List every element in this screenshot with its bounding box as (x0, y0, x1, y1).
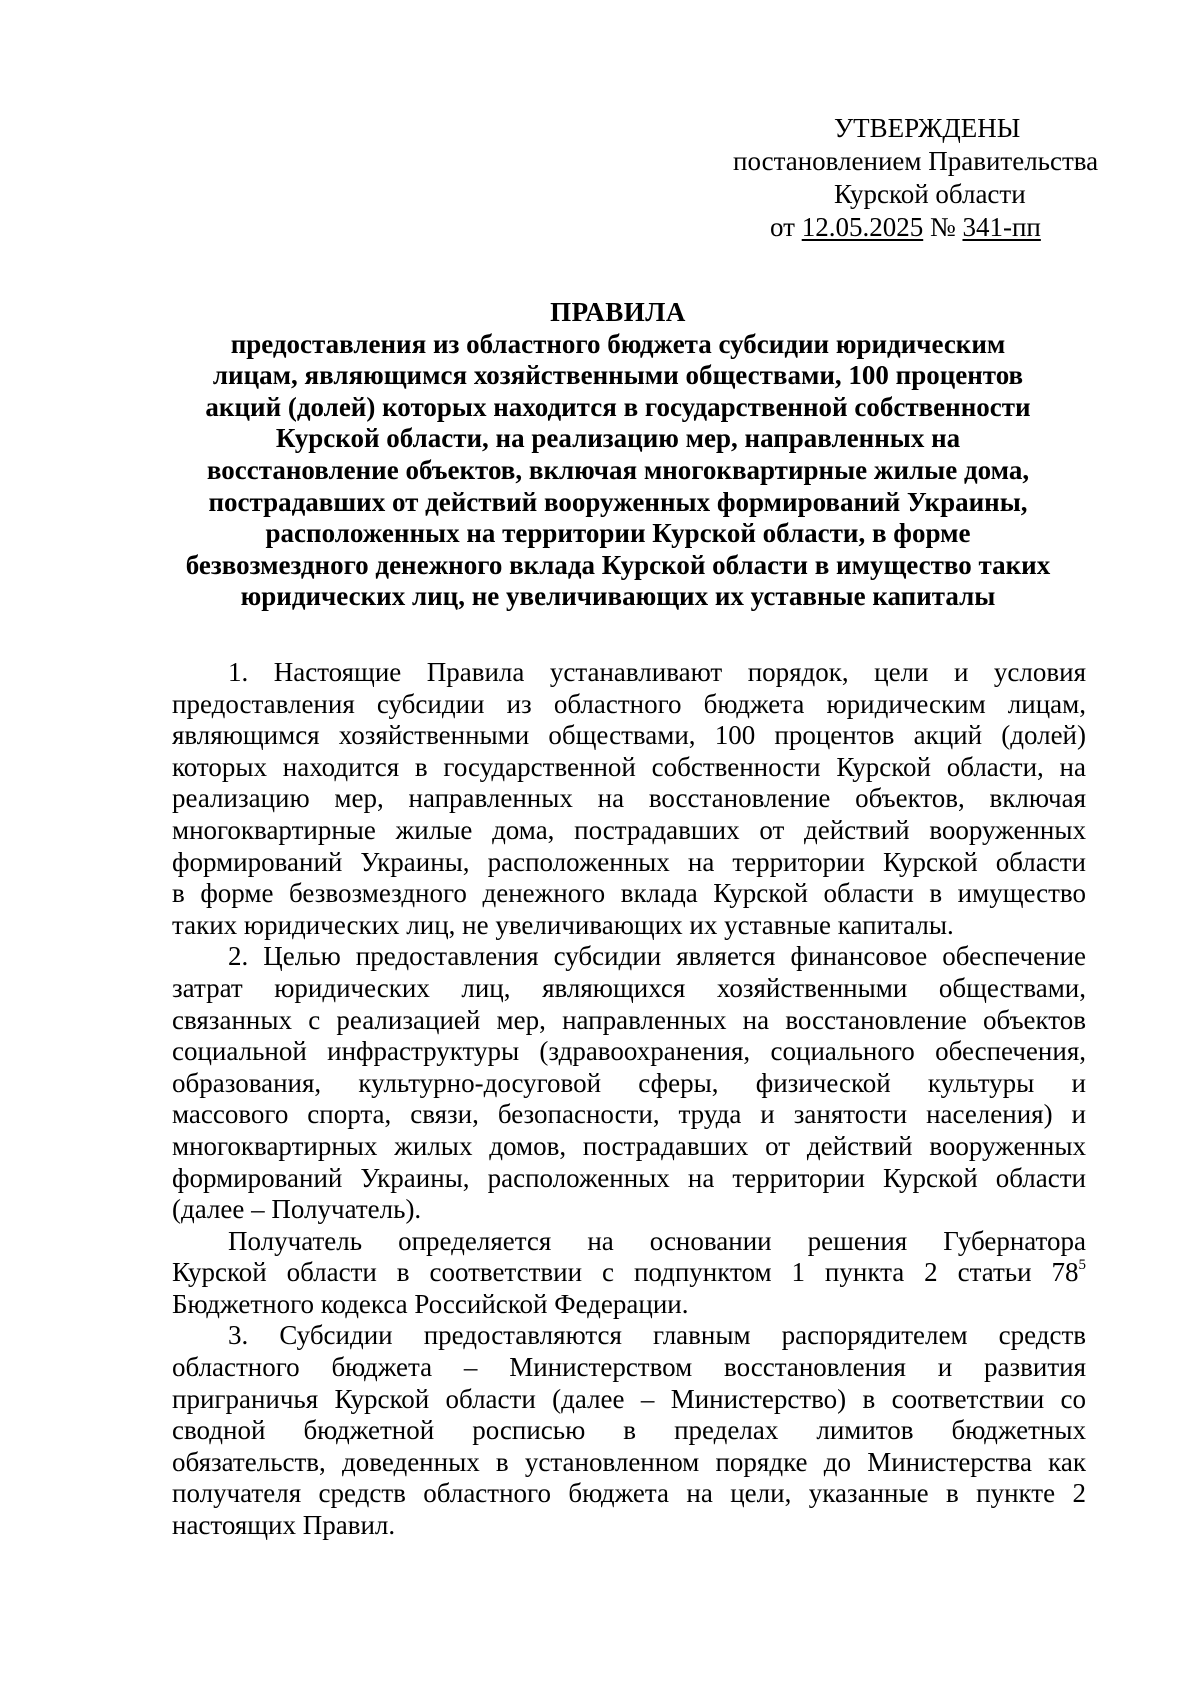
paragraph-2 (172, 941, 1086, 1225)
paragraph-line: настоящих Правил. (172, 1510, 396, 1541)
paragraph-line: (далее – Получатель). (172, 1194, 422, 1225)
paragraph-line: областного бюджета – Министерством восстановления и развития (172, 1352, 1086, 1383)
paragraph-line: 2. Целью предоставления субсидии является финансовое обеспечение (228, 941, 1086, 972)
document-title: ПРАВИЛА (550, 297, 686, 327)
paragraph-line: 1. Настоящие Правила устанавливают порядок, цели и условия (228, 657, 1086, 687)
document-subtitle-line: лицам, являющимся хозяйственными обществами, 100 процентов (212, 360, 1024, 391)
approval-date-number (700, 211, 1100, 244)
paragraph-line: связанных с реализацией мер, направленных на восстановление объектов (172, 1004, 1086, 1035)
paragraph-line: затрат юридических лиц, являющихся хозяйственными обществами, (172, 972, 1086, 1003)
approval-stamp (700, 112, 1100, 244)
document-subtitle-line: безвозмездного денежного вклада Курской области в имущество таких (185, 549, 1051, 580)
document-subtitle-line: восстановление объектов, включая многоквартирные жилые дома, (206, 454, 1030, 485)
paragraph-line: реализацию мер, направленных на восстановление объектов, включая (172, 783, 1086, 814)
document-subtitle-line: предоставления из областного бюджета субсидии юридическим (230, 328, 1006, 359)
approval-date: 12.05.2025 (801, 212, 924, 242)
paragraph-line: многоквартирные жилые дома, пострадавших от действий вооруженных (172, 814, 1086, 845)
paragraph-line: 3. Субсидии предоставляются главным распорядителем средств (228, 1320, 1086, 1351)
approval-date-prefix: от (770, 212, 802, 242)
paragraph-recipient (172, 1226, 1086, 1321)
paragraph-line: Получатель определяется на основании решения Губернатора (228, 1225, 1086, 1256)
paragraph-line (172, 1257, 1086, 1289)
paragraph-line: являющимся хозяйственными обществами, 100 процентов акций (долей) (172, 720, 1086, 751)
paragraph-line: формирований Украины, расположенных на территории Курской области (172, 846, 1086, 877)
paragraph-line: формирований Украины, расположенных на территории Курской области (172, 1162, 1086, 1193)
paragraph-1 (172, 657, 1086, 941)
paragraph-line: социальной инфраструктуры (здравоохранения, социального обеспечения, (172, 1036, 1086, 1067)
approval-heading: УТВЕРЖДЕНЫ (834, 113, 1021, 143)
paragraph-line: предоставления субсидии из областного бюджета юридическим лицам, (172, 688, 1086, 719)
document-subtitle-line: юридических лиц, не увеличивающих их уставные капиталы (240, 581, 996, 612)
paragraph-line: образования, культурно-досуговой сферы, физической культуры и (172, 1067, 1086, 1098)
document-body (172, 657, 1086, 1542)
document-subtitle-line: расположенных на территории Курской области, в форме (265, 518, 971, 549)
document-subtitle-line: Курской области, на реализацию мер, направленных на (275, 423, 961, 454)
paragraph-line: обязательств, доведенных в установленном порядке до Министерства как (172, 1446, 1086, 1477)
paragraph-line: массового спорта, связи, безопасности, труда и занятости населения) и (172, 1099, 1086, 1130)
document-subtitle-line: акций (долей) которых находится в государственной собственности (205, 391, 1031, 422)
approval-region: Курской области (834, 179, 1026, 209)
paragraph-line: получателя средств областного бюджета на цели, указанные в пункте 2 (172, 1478, 1086, 1509)
document-subtitle-line: пострадавших от действий вооруженных формирований Украины, (208, 486, 1028, 517)
paragraph-line: приграничья Курской области (далее – Министерство) в соответствии со (172, 1383, 1086, 1414)
approval-number: 341-пп (962, 212, 1041, 242)
approval-number-prefix: № (923, 212, 963, 242)
paragraph-line: Бюджетного кодекса Российской Федерации. (172, 1288, 689, 1319)
paragraph-line: которых находится в государственной собственности Курской области, на (172, 751, 1086, 782)
paragraph-line: сводной бюджетной росписью в пределах лимитов бюджетных (172, 1415, 1086, 1446)
article-superscript: 5 (1078, 1257, 1086, 1274)
paragraph-line: в форме безвозмездного денежного вклада Курской области в имущество (172, 878, 1086, 909)
paragraph-line: таких юридических лиц, не увеличивающих их уставные капиталы. (172, 909, 954, 940)
paragraph-line-text: Курской области в соответствии с подпунктом 1 пункта 2 статьи 78 (172, 1257, 1079, 1288)
paragraph-line: многоквартирных жилых домов, пострадавших от действий вооруженных (172, 1130, 1086, 1161)
paragraph-3 (172, 1320, 1086, 1541)
approval-authority: постановлением Правительства (733, 146, 1099, 176)
document-title-block (150, 297, 1086, 613)
